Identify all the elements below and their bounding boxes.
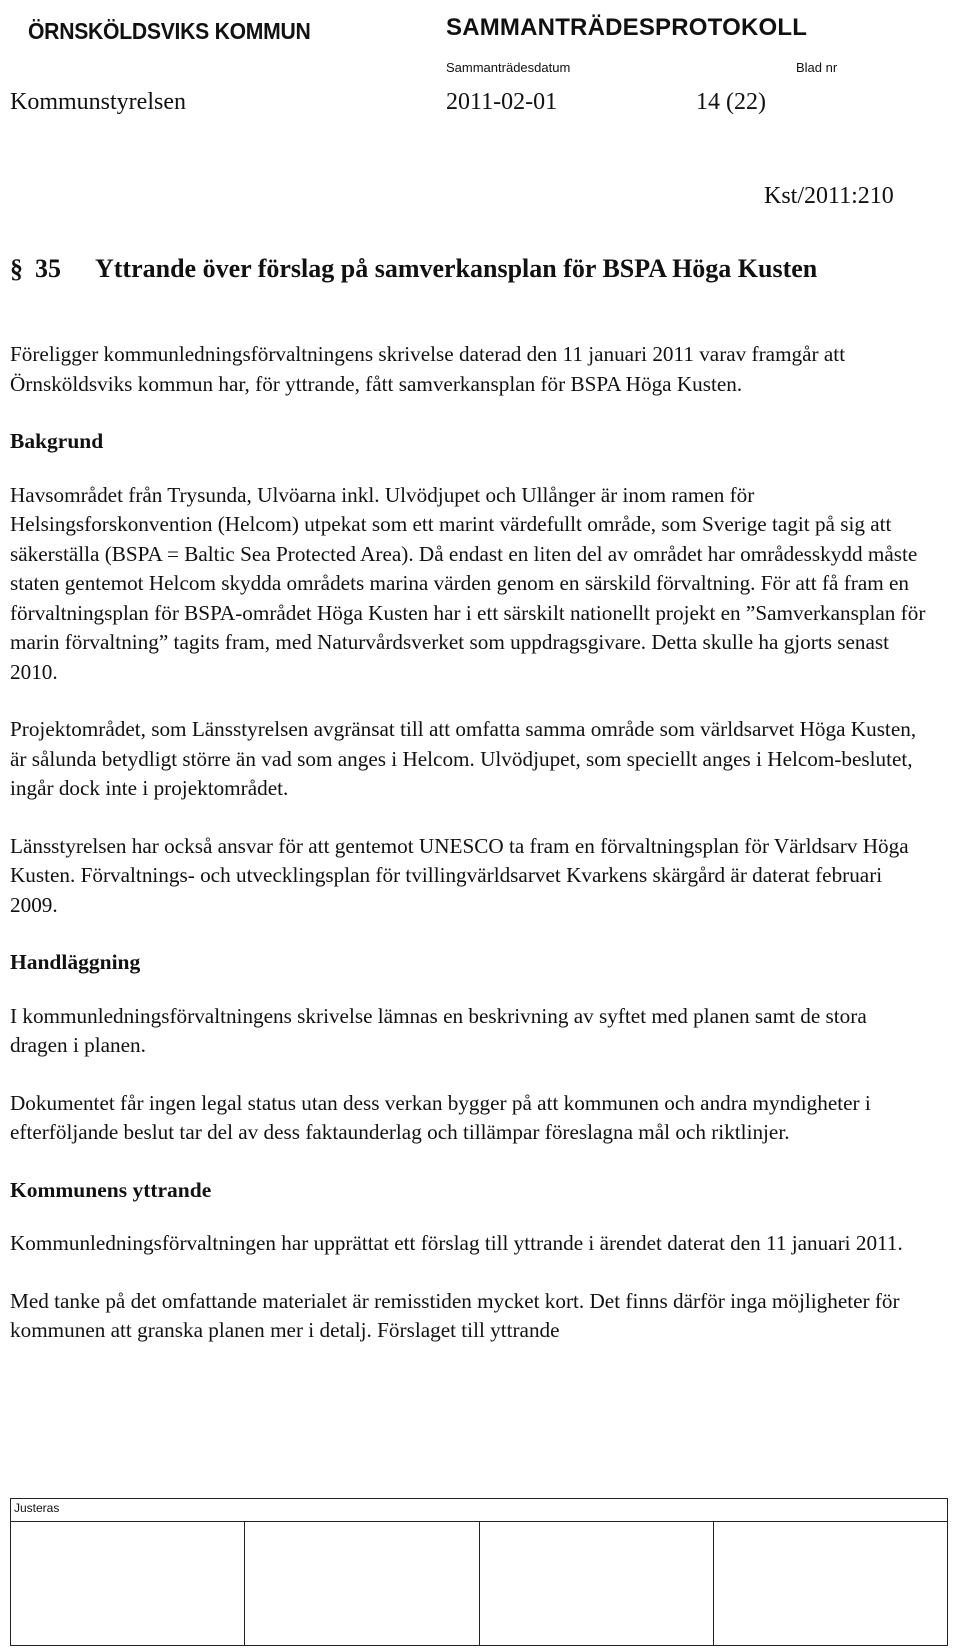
heading-handling: Handläggning	[10, 950, 141, 974]
committee-name: Kommunstyrelsen	[10, 89, 186, 115]
municipality-logo	[20, 6, 320, 56]
signature-cell	[245, 1521, 479, 1645]
signature-cells	[11, 1521, 947, 1645]
heading-background: Bakgrund	[10, 429, 104, 453]
handling-paragraph-1: I kommunledningsförvaltningens skrivelse lämnas en beskrivning av syftet med planen samt de stora dragen i planen.	[10, 1003, 867, 1057]
heading-statement: Kommunens yttrande	[10, 1177, 212, 1202]
case-number: Kst/2011:210	[764, 183, 894, 209]
page-number: 14 (22)	[696, 89, 766, 115]
statement-paragraph-1: Kommunledningsförvaltningen har upprättat ett förslag till yttrande i ärendet daterat den 11 januari 2011.	[10, 1231, 903, 1255]
signature-cell	[11, 1521, 245, 1645]
page-number-label: Blad nr	[796, 60, 838, 75]
municipality-name: ÖRNSKÖLDSVIKS KOMMUN	[28, 17, 311, 44]
meeting-date: 2011-02-01	[446, 89, 558, 115]
section-heading	[10, 254, 930, 284]
statement-paragraph-2: Med tanke på det omfattande materialet är remisstiden mycket kort. Det finns därför inga möjligheter för kommunen att granska planen mer i detalj. Förslaget till yttrande	[10, 1288, 900, 1342]
signature-cell	[480, 1521, 714, 1645]
background-paragraph-3: Länsstyrelsen har också ansvar för att gentemot UNESCO ta fram en förvaltningsplan för Världsarv Höga Kusten. Förvaltnings- och utvecklingsplan för tvillingvärldsarvet Kvarkens skärgård är daterat februari 2009.	[10, 833, 909, 917]
section-symbol: §	[10, 254, 23, 283]
signature-label: Justeras	[14, 1501, 60, 1515]
signature-box	[10, 1498, 948, 1646]
document-body	[10, 340, 928, 1374]
intro-paragraph: Föreligger kommunledningsförvaltningens skrivelse daterad den 11 januari 2011 varav framgår att Örnsköldsviks kommun har, för yttrande, fått samverkansplan för BSPA Höga Kusten.	[10, 342, 846, 396]
background-paragraph-1: Havsområdet från Trysunda, Ulvöarna inkl. Ulvödjupet och Ullånger är inom ramen för Helsingsforskonvention (Helcom) utpekat som ett marint värdefullt område, som Sverige tagit på sig att säkerställa (BSPA = Baltic Sea Protected Area). Då endast en liten del av området har områdesskydd måste staten gentemot Helcom skydda områdets marina värden genom en särskild förvaltning. För att få fram en förvaltningsplan för BSPA-området Höga Kusten har i ett särskilt nationellt projekt en ”Samverkansplan för marin förvaltning” tagits fram, med Naturvårdsverket som uppdragsgivare. Detta skulle ha gjorts senast 2010.	[10, 482, 926, 684]
handling-paragraph-2: Dokumentet får ingen legal status utan dess verkan bygger på att kommunen och andra myndigheter i efterföljande beslut tar del av dess faktaunderlag och tillämpar föreslagna mål och riktlinjer.	[10, 1090, 871, 1144]
meeting-date-label: Sammanträdesdatum	[446, 60, 571, 75]
section-title: Yttrande över förslag på samverkansplan för BSPA Höga Kusten	[95, 254, 818, 283]
background-paragraph-2: Projektområdet, som Länsstyrelsen avgränsat till att omfatta samma område som världsarvet Höga Kusten, är sålunda betydligt större än vad som anges i Helcom. Ulvödjupet, som speciellt anges i Helcom-beslutet, ingår dock inte i projektområdet.	[10, 717, 917, 800]
document-type: SAMMANTRÄDESPROTOKOLL	[446, 14, 808, 41]
section-number: 35	[35, 254, 61, 283]
signature-cell	[714, 1521, 947, 1645]
